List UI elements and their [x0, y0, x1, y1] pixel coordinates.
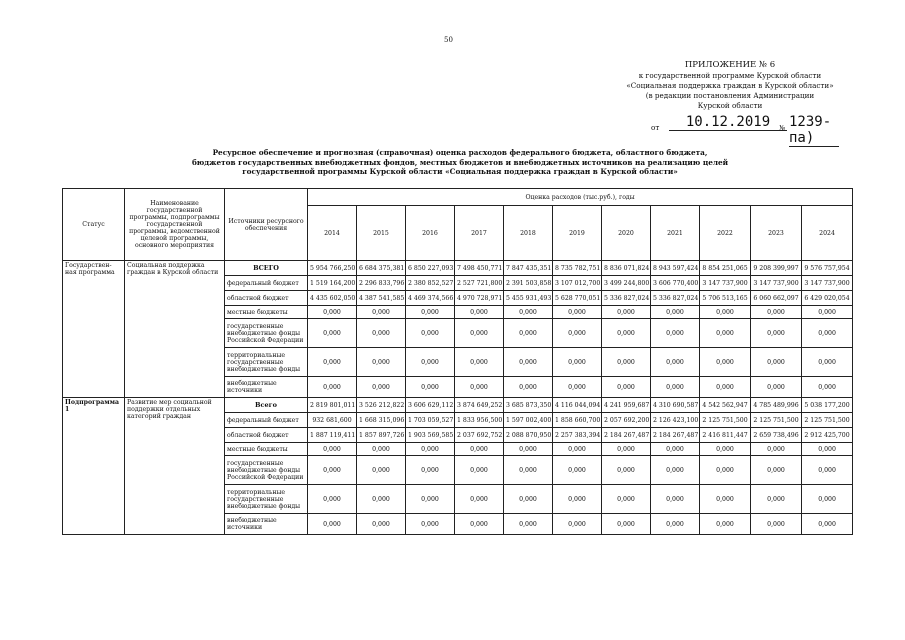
amount-cell: 0,000 — [651, 319, 700, 348]
amount-cell: 2 527 721,800 — [455, 276, 504, 291]
funding-source: федеральный бюджет — [225, 413, 308, 428]
funding-source: местные бюджеты — [225, 306, 308, 319]
row-status: Государствен-ная программа — [63, 261, 125, 398]
year-header: 2016 — [406, 206, 455, 261]
amount-cell: 3 526 212,822 — [357, 398, 406, 413]
amount-cell: 0,000 — [504, 306, 553, 319]
amount-cell: 1 887 119,411 — [308, 428, 357, 443]
amount-cell: 1 597 002,400 — [504, 413, 553, 428]
amount-cell: 2 391 503,858 — [504, 276, 553, 291]
row-program-name: Развитие мер социальной поддержки отдельных категорий граждан — [125, 398, 225, 535]
amount-cell: 0,000 — [700, 319, 751, 348]
year-header: 2014 — [308, 206, 357, 261]
amount-cell: 5 038 177,200 — [802, 398, 853, 413]
amount-cell: 6 850 227,093 — [406, 261, 455, 276]
amount-cell: 5 455 931,493 — [504, 291, 553, 306]
amount-cell: 6 060 662,097 — [751, 291, 802, 306]
year-header: 2023 — [751, 206, 802, 261]
amount-cell: 0,000 — [802, 514, 853, 535]
amount-cell: 2 125 751,500 — [700, 413, 751, 428]
amount-cell: 0,000 — [751, 348, 802, 377]
amount-cell: 4 785 489,996 — [751, 398, 802, 413]
order-number-label: № — [779, 124, 786, 132]
funding-source: областной бюджет — [225, 291, 308, 306]
amount-cell: 0,000 — [406, 319, 455, 348]
amount-cell: 1 519 164,200 — [308, 276, 357, 291]
amount-cell: 0,000 — [455, 348, 504, 377]
amount-cell: 0,000 — [700, 377, 751, 398]
amount-cell: 6 429 020,054 — [802, 291, 853, 306]
amount-cell: 6 684 375,381 — [357, 261, 406, 276]
amount-cell: 0,000 — [406, 377, 455, 398]
amount-cell: 3 147 737,900 — [802, 276, 853, 291]
amount-cell: 0,000 — [553, 485, 602, 514]
year-header: 2020 — [602, 206, 651, 261]
amount-cell: 5 336 827,024 — [602, 291, 651, 306]
amount-cell: 1 703 059,527 — [406, 413, 455, 428]
amount-cell: 4 116 044,094 — [553, 398, 602, 413]
amount-cell: 3 147 737,900 — [751, 276, 802, 291]
amount-cell: 0,000 — [553, 456, 602, 485]
amount-cell: 2 125 751,500 — [802, 413, 853, 428]
amount-cell: 2 057 692,200 — [602, 413, 651, 428]
amount-cell: 0,000 — [751, 443, 802, 456]
amount-cell: 0,000 — [700, 485, 751, 514]
amount-cell: 0,000 — [751, 456, 802, 485]
amount-cell: 0,000 — [504, 456, 553, 485]
amount-cell: 0,000 — [504, 485, 553, 514]
amount-cell: 0,000 — [602, 485, 651, 514]
document-title — [150, 148, 770, 177]
order-date: 10.12.2019 — [669, 114, 787, 131]
document-title-line: государственной программы Курской области «Социальная поддержка граждан в Курской области» — [242, 167, 678, 176]
amount-cell: 2 296 833,796 — [357, 276, 406, 291]
amount-cell: 0,000 — [602, 306, 651, 319]
amount-cell: 1 668 315,096 — [357, 413, 406, 428]
header-source: Источники ресурсного обеспечения — [225, 189, 308, 261]
amount-cell: 2 912 425,700 — [802, 428, 853, 443]
amount-cell: 3 107 012,700 — [553, 276, 602, 291]
amount-cell: 0,000 — [802, 306, 853, 319]
order-prefix: от — [651, 123, 660, 132]
amount-cell: 0,000 — [455, 485, 504, 514]
amount-cell: 0,000 — [802, 456, 853, 485]
row-status: Подпрограмма 1 — [63, 398, 125, 535]
amount-cell: 0,000 — [357, 514, 406, 535]
funding-source: территориальные государственные внебюджетные фонды — [225, 348, 308, 377]
document-title-line: бюджетов государственных внебюджетных фондов, местных бюджетов и внебюджетных источников на реализацию целей — [191, 157, 729, 167]
resource-table — [62, 188, 853, 535]
amount-cell: 9 208 399,997 — [751, 261, 802, 276]
amount-cell: 0,000 — [308, 485, 357, 514]
year-header: 2019 — [553, 206, 602, 261]
amount-cell: 0,000 — [553, 377, 602, 398]
amount-cell: 0,000 — [504, 319, 553, 348]
amount-cell: 0,000 — [751, 319, 802, 348]
amount-cell: 0,000 — [651, 456, 700, 485]
amount-cell: 0,000 — [308, 514, 357, 535]
amount-cell: 2 184 267,487 — [602, 428, 651, 443]
amount-cell: 0,000 — [802, 485, 853, 514]
amount-cell: 3 874 649,252 — [455, 398, 504, 413]
amount-cell: 0,000 — [406, 456, 455, 485]
amount-cell: 0,000 — [602, 319, 651, 348]
amount-cell: 2 126 423,100 — [651, 413, 700, 428]
amount-cell: 8 943 597,424 — [651, 261, 700, 276]
amount-cell: 7 498 450,771 — [455, 261, 504, 276]
amount-cell: 0,000 — [504, 443, 553, 456]
amount-cell: 0,000 — [651, 348, 700, 377]
amount-cell: 0,000 — [455, 443, 504, 456]
amount-cell: 0,000 — [651, 306, 700, 319]
document-title-line: Ресурсное обеспечение и прогнозная (справочная) оценка расходов федерального бюджета, областного бюджета, — [212, 148, 708, 157]
amount-cell: 0,000 — [504, 377, 553, 398]
year-header: 2015 — [357, 206, 406, 261]
amount-cell: 0,000 — [455, 514, 504, 535]
amount-cell: 3 606 629,112 — [406, 398, 455, 413]
amount-cell: 0,000 — [602, 377, 651, 398]
funding-source: государственные внебюджетные фонды Российской Федерации — [225, 319, 308, 348]
page-number: 50 — [444, 36, 453, 44]
amount-cell: 3 499 244,800 — [602, 276, 651, 291]
amount-cell: 4 435 602,050 — [308, 291, 357, 306]
amount-cell: 9 576 757,954 — [802, 261, 853, 276]
amount-cell: 0,000 — [751, 306, 802, 319]
header-name: Наименование государственной программы, подпрограммы государственной программы, ведомственной целевой программы, основного мероприятия — [125, 189, 225, 261]
amount-cell: 4 970 728,971 — [455, 291, 504, 306]
header-estimate: Оценка расходов (тыс.руб.), годы — [308, 189, 853, 206]
appendix-header — [600, 60, 860, 111]
amount-cell: 0,000 — [602, 456, 651, 485]
amount-cell: 0,000 — [406, 485, 455, 514]
year-header: 2024 — [802, 206, 853, 261]
funding-source: внебюджетные источники — [225, 514, 308, 535]
appendix-line: «Социальная поддержка граждан в Курской области» — [626, 81, 834, 90]
amount-cell: 2 659 738,496 — [751, 428, 802, 443]
amount-cell: 8 854 251,065 — [700, 261, 751, 276]
amount-cell: 1 857 897,726 — [357, 428, 406, 443]
amount-cell: 8 836 071,824 — [602, 261, 651, 276]
amount-cell: 0,000 — [308, 306, 357, 319]
amount-cell: 2 184 267,487 — [651, 428, 700, 443]
amount-cell: 0,000 — [700, 443, 751, 456]
amount-cell: 2 125 751,500 — [751, 413, 802, 428]
amount-cell: 2 037 692,752 — [455, 428, 504, 443]
amount-cell: 0,000 — [504, 348, 553, 377]
appendix-line: Курской области — [697, 101, 763, 110]
year-header: 2022 — [700, 206, 751, 261]
amount-cell: 3 606 770,400 — [651, 276, 700, 291]
year-header: 2018 — [504, 206, 553, 261]
amount-cell: 0,000 — [553, 319, 602, 348]
amount-cell: 0,000 — [802, 377, 853, 398]
amount-cell: 0,000 — [406, 306, 455, 319]
amount-cell: 5 628 770,051 — [553, 291, 602, 306]
amount-cell: 0,000 — [455, 306, 504, 319]
amount-cell: 2 819 801,011 — [308, 398, 357, 413]
amount-cell: 0,000 — [308, 319, 357, 348]
funding-source: территориальные государственные внебюджетные фонды — [225, 485, 308, 514]
amount-cell: 0,000 — [700, 514, 751, 535]
funding-source: областной бюджет — [225, 428, 308, 443]
funding-source: внебюджетные источники — [225, 377, 308, 398]
table-row — [63, 398, 853, 413]
amount-cell: 0,000 — [651, 485, 700, 514]
amount-cell: 1 903 569,585 — [406, 428, 455, 443]
appendix-line: (в редакции постановления Администрации — [645, 91, 815, 100]
table-row — [63, 261, 853, 276]
amount-cell: 0,000 — [455, 456, 504, 485]
amount-cell: 0,000 — [802, 319, 853, 348]
amount-cell: 0,000 — [553, 443, 602, 456]
amount-cell: 932 681,600 — [308, 413, 357, 428]
year-header: 2021 — [651, 206, 700, 261]
funding-source: Всего — [225, 398, 308, 413]
amount-cell: 4 469 374,566 — [406, 291, 455, 306]
amount-cell: 0,000 — [455, 319, 504, 348]
amount-cell: 0,000 — [357, 319, 406, 348]
row-program-name: Социальная поддержка граждан в Курской области — [125, 261, 225, 398]
amount-cell: 0,000 — [357, 443, 406, 456]
amount-cell: 2 416 811,447 — [700, 428, 751, 443]
amount-cell: 5 706 513,165 — [700, 291, 751, 306]
amount-cell: 1 858 660,700 — [553, 413, 602, 428]
appendix-line: к государственной программе Курской области — [638, 71, 822, 80]
amount-cell: 5 336 827,024 — [651, 291, 700, 306]
amount-cell: 1 833 956,500 — [455, 413, 504, 428]
amount-cell: 0,000 — [357, 485, 406, 514]
amount-cell: 4 542 562,947 — [700, 398, 751, 413]
amount-cell: 0,000 — [751, 485, 802, 514]
amount-cell: 3 685 873,350 — [504, 398, 553, 413]
amount-cell: 0,000 — [602, 443, 651, 456]
amount-cell: 0,000 — [308, 348, 357, 377]
amount-cell: 4 310 690,587 — [651, 398, 700, 413]
amount-cell: 0,000 — [553, 348, 602, 377]
amount-cell: 0,000 — [700, 348, 751, 377]
funding-source: ВСЕГО — [225, 261, 308, 276]
amount-cell: 0,000 — [357, 377, 406, 398]
amount-cell: 2 088 870,950 — [504, 428, 553, 443]
amount-cell: 0,000 — [602, 514, 651, 535]
amount-cell: 0,000 — [651, 443, 700, 456]
header-status: Статус — [63, 189, 125, 261]
amount-cell: 2 380 852,527 — [406, 276, 455, 291]
amount-cell: 0,000 — [357, 348, 406, 377]
amount-cell: 0,000 — [602, 348, 651, 377]
amount-cell: 0,000 — [504, 514, 553, 535]
amount-cell: 8 735 782,751 — [553, 261, 602, 276]
amount-cell: 0,000 — [802, 348, 853, 377]
funding-source: федеральный бюджет — [225, 276, 308, 291]
order-number: 1239-па) — [789, 114, 839, 147]
amount-cell: 0,000 — [357, 456, 406, 485]
amount-cell: 0,000 — [553, 306, 602, 319]
amount-cell: 0,000 — [308, 456, 357, 485]
amount-cell: 0,000 — [651, 377, 700, 398]
amount-cell: 0,000 — [700, 306, 751, 319]
year-header: 2017 — [455, 206, 504, 261]
funding-source: государственные внебюджетные фонды Российской Федерации — [225, 456, 308, 485]
amount-cell: 0,000 — [406, 348, 455, 377]
amount-cell: 0,000 — [406, 443, 455, 456]
amount-cell: 0,000 — [802, 443, 853, 456]
amount-cell: 3 147 737,900 — [700, 276, 751, 291]
amount-cell: 0,000 — [308, 443, 357, 456]
amount-cell: 7 847 435,351 — [504, 261, 553, 276]
amount-cell: 0,000 — [700, 456, 751, 485]
amount-cell: 0,000 — [406, 514, 455, 535]
amount-cell: 0,000 — [751, 514, 802, 535]
amount-cell: 0,000 — [651, 514, 700, 535]
amount-cell: 4 241 959,687 — [602, 398, 651, 413]
funding-source: местные бюджеты — [225, 443, 308, 456]
amount-cell: 0,000 — [751, 377, 802, 398]
amount-cell: 4 387 541,585 — [357, 291, 406, 306]
amount-cell: 2 257 383,394 — [553, 428, 602, 443]
amount-cell: 0,000 — [308, 377, 357, 398]
amount-cell: 5 954 766,250 — [308, 261, 357, 276]
amount-cell: 0,000 — [553, 514, 602, 535]
appendix-title: ПРИЛОЖЕНИЕ № 6 — [684, 60, 776, 70]
amount-cell: 0,000 — [455, 377, 504, 398]
amount-cell: 0,000 — [357, 306, 406, 319]
